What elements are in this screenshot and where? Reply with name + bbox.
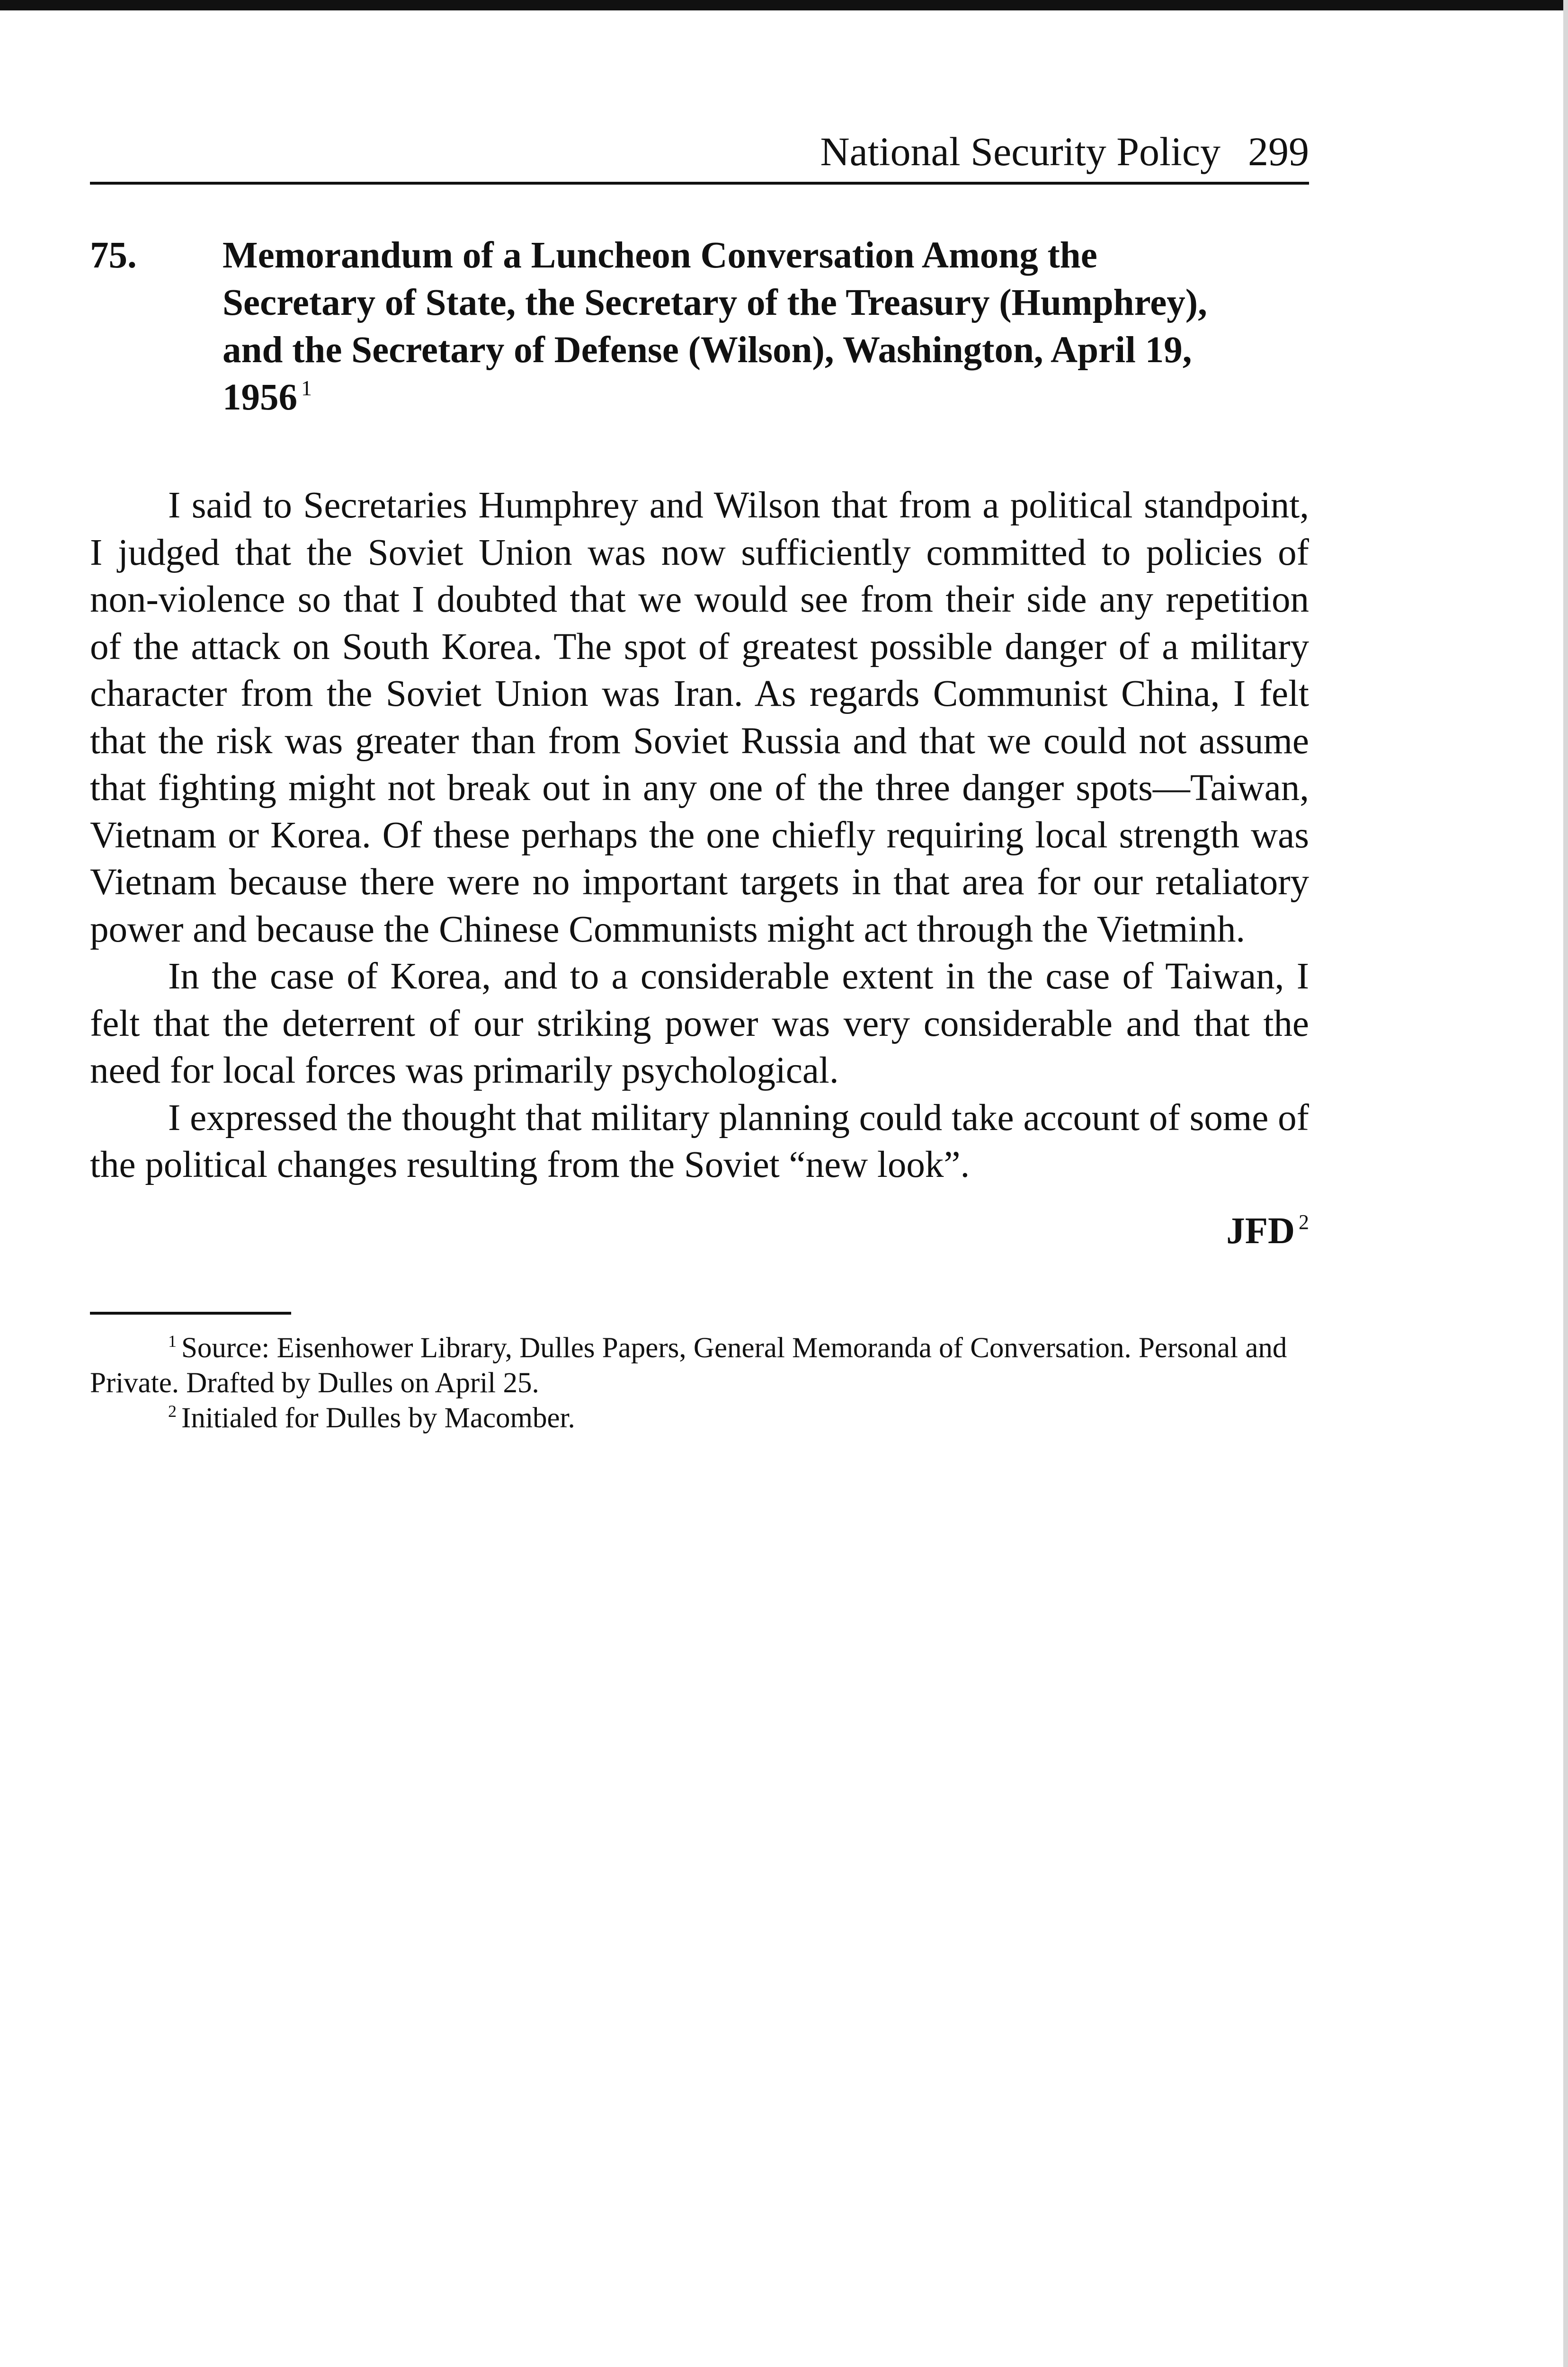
footnote-1 [90,1331,1309,1401]
footnote-1-text: Source: Eisenhower Library, Dulles Papers, General Memoranda of Conversation. Personal and Private. Drafted by Dulles on April 25. [90,1332,1287,1399]
title-footnote-ref: 1 [301,376,312,400]
document-page [90,128,1309,1436]
signature-footnote-ref: 2 [1299,1210,1309,1234]
memorandum-body [90,482,1309,1189]
footnote-1-marker: 1 [168,1331,177,1351]
footnote-2-marker: 2 [168,1401,177,1421]
page-number: 299 [1248,129,1309,174]
body-paragraph-1: I said to Secretaries Humphrey and Wilson that from a political standpoint, I judged that the Soviet Union was now sufficiently committed to policies of non-violence so that I doubted that we would see from their side any repetition of the attack on South Korea. The spot of greatest possible danger of a military character from the Soviet Union was Iran. As regards Communist China, I felt that the risk was greater than from Soviet Russia and that we could not assume that fighting might not break out in any one of the three danger spots—Taiwan, Vietnam or Korea. Of these perhaps the one chiefly requiring local strength was Vietnam because there were no important targets in that area for our retaliatory power and because the Chinese Communists might act through the Vietminh. [90,485,1309,950]
running-head-title: National Security Policy [820,129,1221,174]
signature [90,1208,1309,1255]
body-paragraph-2: In the case of Korea, and to a considerable extent in the case of Taiwan, I felt that the deterrent of our striking power was very considerable and that the need for local forces was primarily psychological. [90,956,1309,1091]
signature-initials: JFD [1226,1210,1295,1252]
footnote-2-text: Initialed for Dulles by Macomber. [181,1402,575,1434]
body-paragraph-3: I expressed the thought that military planning could take account of some of the political changes resulting from the Soviet “new look”. [90,1097,1309,1185]
document-title-block [223,232,1309,421]
footnotes [90,1331,1309,1436]
scan-right-edge [1563,0,1568,2367]
document-heading [90,232,1309,421]
scan-top-border [0,0,1568,10]
footnote-divider [90,1312,291,1315]
footnote-2 [90,1401,1309,1436]
document-title: Memorandum of a Luncheon Conversation Among the Secretary of State, the Secretary of the Treasury (Humphrey), and the Secretary of Defense (Wilson), Washington, April 19, 1956 [223,235,1207,418]
document-number: 75. [90,235,137,276]
running-head [90,128,1309,185]
